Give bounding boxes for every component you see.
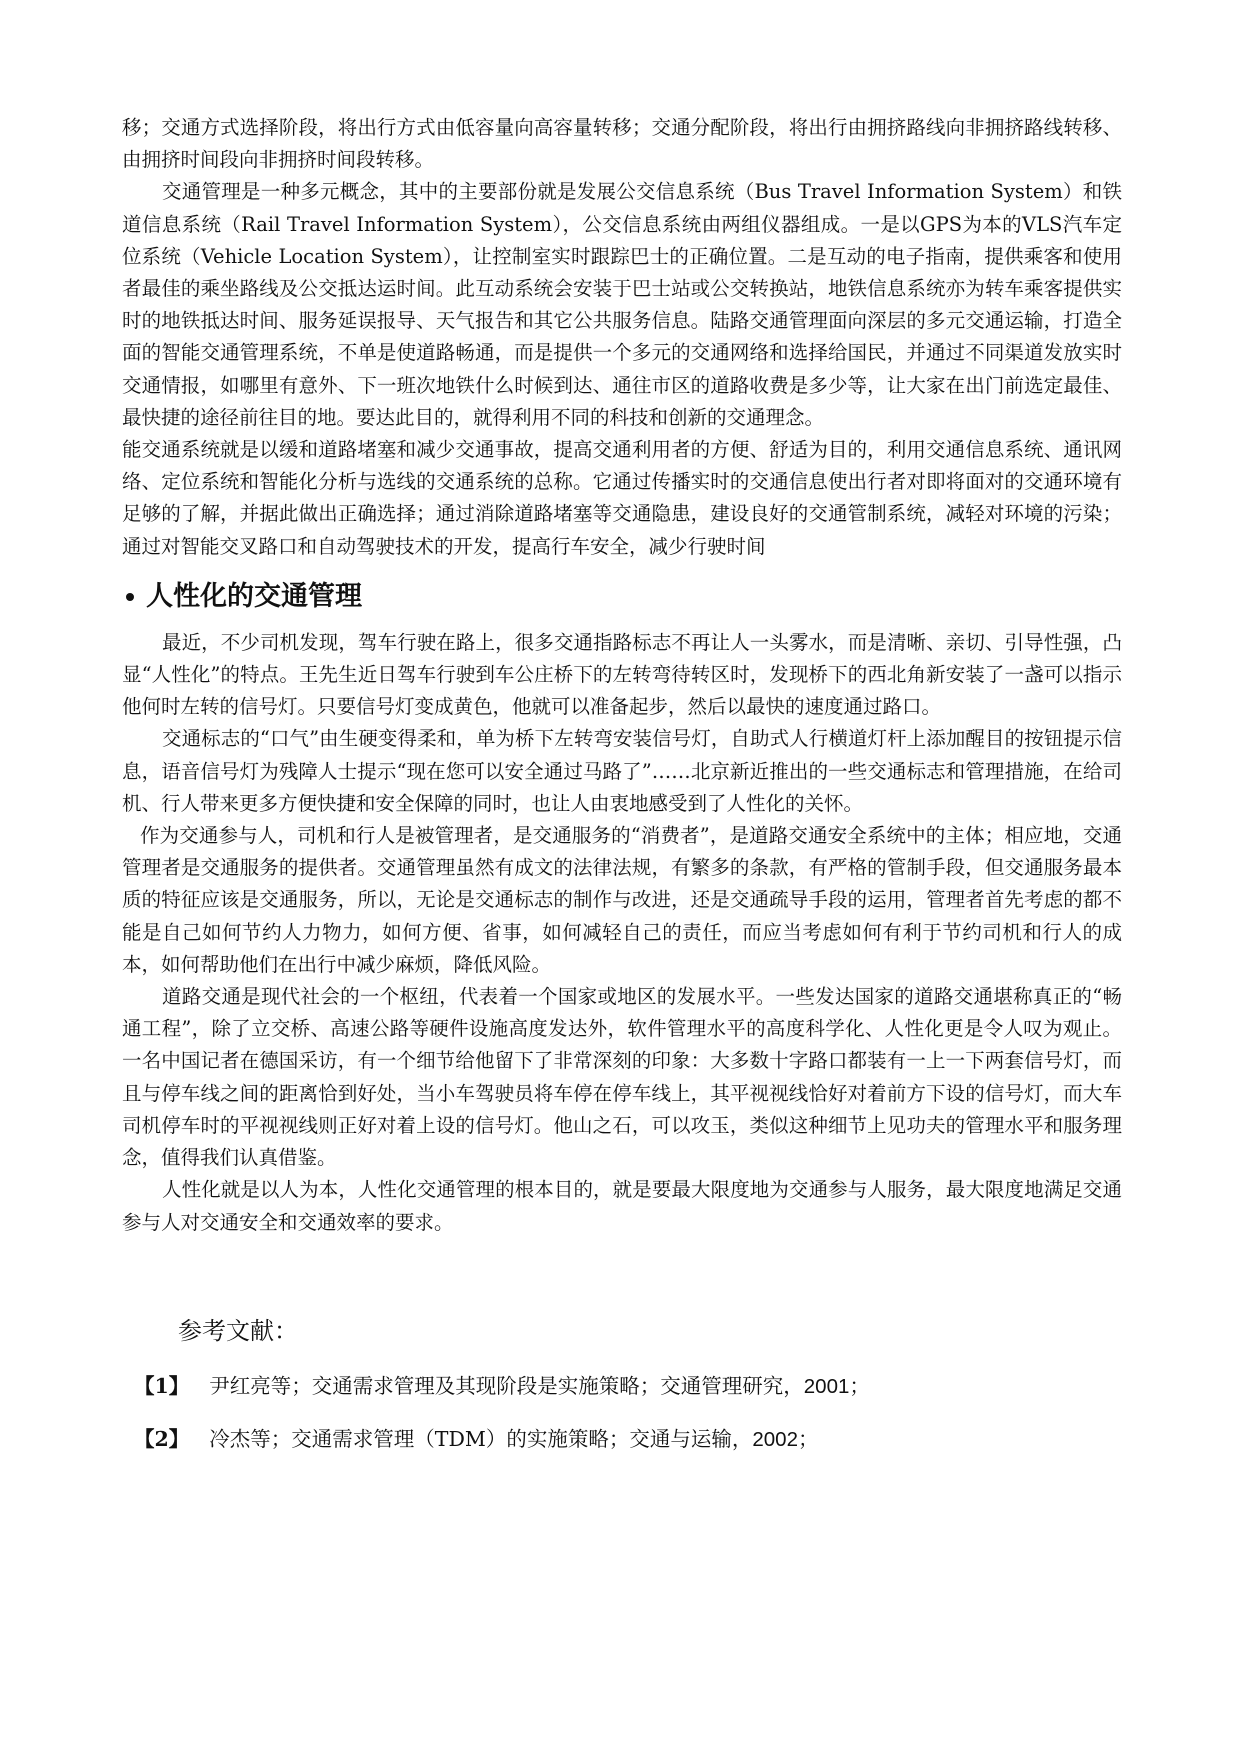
references-title: 参考文献：	[178, 1316, 298, 1345]
paragraph-section-2: 交通标志的“口气”由生硬变得柔和，单为桥下左转弯安装信号灯，自助式人行横道灯杆上添加醒目的按钮提示信息，语音信号灯为残障人士提示“现在您可以安全通过马路了”……北京新近推出的一些交通标志和管理措施，在给司机、行人带来更多方便快捷和安全保障的同时，也让人由衷地感受到了人性化的关怀。	[122, 727, 1122, 815]
reference-item-2	[134, 1422, 1122, 1457]
reference-number: 【2】	[134, 1426, 190, 1451]
paragraph-intelligent-transport: 能交通系统就是以缓和道路堵塞和减少交通事故，提高交通利用者的方便、舒适为目的，利用交通信息系统、通讯网络、定位系统和智能化分析与选线的交通系统的总称。它通过传播实时的交通信息使出行者对即将面对的交通环境有足够的了解，并据此做出正确选择；通过消除道路堵塞等交通隐患，建设良好的交通管制系统，减轻对环境的污染；通过对智能交叉路口和自动驾驶技术的开发，提高行车安全，减少行驶时间	[122, 438, 1122, 558]
document-page	[122, 112, 1122, 1457]
bullet-icon	[126, 593, 134, 601]
paragraph-section-4: 道路交通是现代社会的一个枢纽，代表着一个国家或地区的发展水平。一些发达国家的道路交通堪称真正的“畅通工程”，除了立交桥、高速公路等硬件设施高度发达外，软件管理水平的高度科学化、人性化更是令人叹为观止。一名中国记者在德国采访，有一个细节给他留下了非常深刻的印象：大多数十字路口都装有一上一下两套信号灯，而且与停车线之间的距离恰到好处，当小车驾驶员将车停在停车线上，其平视视线恰好对着前方下设的信号灯，而大车司机停车时的平视视线则正好对着上设的信号灯。他山之石，可以攻玉，类似这种细节上见功夫的管理水平和服务理念，值得我们认真借鉴。	[122, 985, 1122, 1170]
reference-text: 冷杰等；交通需求管理（TDM）的实施策略；交通与运输，2002；	[209, 1426, 819, 1451]
reference-item-1	[134, 1369, 1122, 1404]
section-heading-text: 人性化的交通管理	[146, 580, 362, 612]
paragraph-section-3: 作为交通参与人，司机和行人是被管理者，是交通服务的“消费者”，是道路交通安全系统中的主体；相应地，交通管理者是交通服务的提供者。交通管理虽然有成文的法律法规，有繁多的条款，有严格的管制手段，但交通服务最本质的特征应该是交通服务，所以，无论是交通标志的制作与改进，还是交通疏导手段的运用，管理者首先考虑的都不能是自己如何节约人力物力，如何方便、省事，如何减轻自己的责任，而应当考虑如何有利于节约司机和行人的成本，如何帮助他们在出行中减少麻烦，降低风险。	[122, 824, 1122, 976]
section-heading	[122, 577, 1122, 617]
reference-text: 尹红亮等；交通需求管理及其现阶段是实施策略；交通管理研究，2001；	[209, 1373, 870, 1398]
paragraph-continuation: 移；交通方式选择阶段，将出行方式由低容量向高容量转移；交通分配阶段，将出行由拥挤路线向非拥挤路线转移、由拥挤时间段向非拥挤时间段转移。	[122, 116, 1122, 172]
paragraph-traffic-info-systems: 交通管理是一种多元概念，其中的主要部份就是发展公交信息系统（Bus Travel Information System）和铁道信息系统（Rail Travel Information System），公交信息系统由两组仪器组成。一是以GPS为本的VLS汽车定位系统（Vehicle Location System），让控制室实时跟踪巴士的正确位置。二是互动的电子指南，提供乘客和使用者最佳的乘坐路线及公交抵达运时间。此互动系统会安装于巴士站或公交转换站，地铁信息系统亦为转车乘客提供实时的地铁抵达时间、服务延误报导、天气报告和其它公共服务信息。陆路交通管理面向深层的多元交通运输，打造全面的智能交通管理系统，不单是使道路畅通，而是提供一个多元的交通网络和选择给国民，并通过不同渠道发放实时交通情报，如哪里有意外、下一班次地铁什么时候到达、通往市区的道路收费是多少等，让大家在出门前选定最佳、最快捷的途径前往目的地。要达此目的，就得利用不同的科技和创新的交通理念。	[122, 180, 1122, 429]
reference-number: 【1】	[134, 1373, 190, 1398]
paragraph-section-1: 最近，不少司机发现，驾车行驶在路上，很多交通指路标志不再让人一头雾水，而是清晰、亲切、引导性强，凸显“人性化”的特点。王先生近日驾车行驶到车公庄桥下的左转弯待转区时，发现桥下的西北角新安装了一盏可以指示他何时左转的信号灯。只要信号灯变成黄色，他就可以准备起步，然后以最快的速度通过路口。	[122, 630, 1122, 719]
paragraph-section-5: 人性化就是以人为本，人性化交通管理的根本目的，就是要最大限度地为交通参与人服务，最大限度地满足交通参与人对交通安全和交通效率的要求。	[122, 1178, 1122, 1234]
